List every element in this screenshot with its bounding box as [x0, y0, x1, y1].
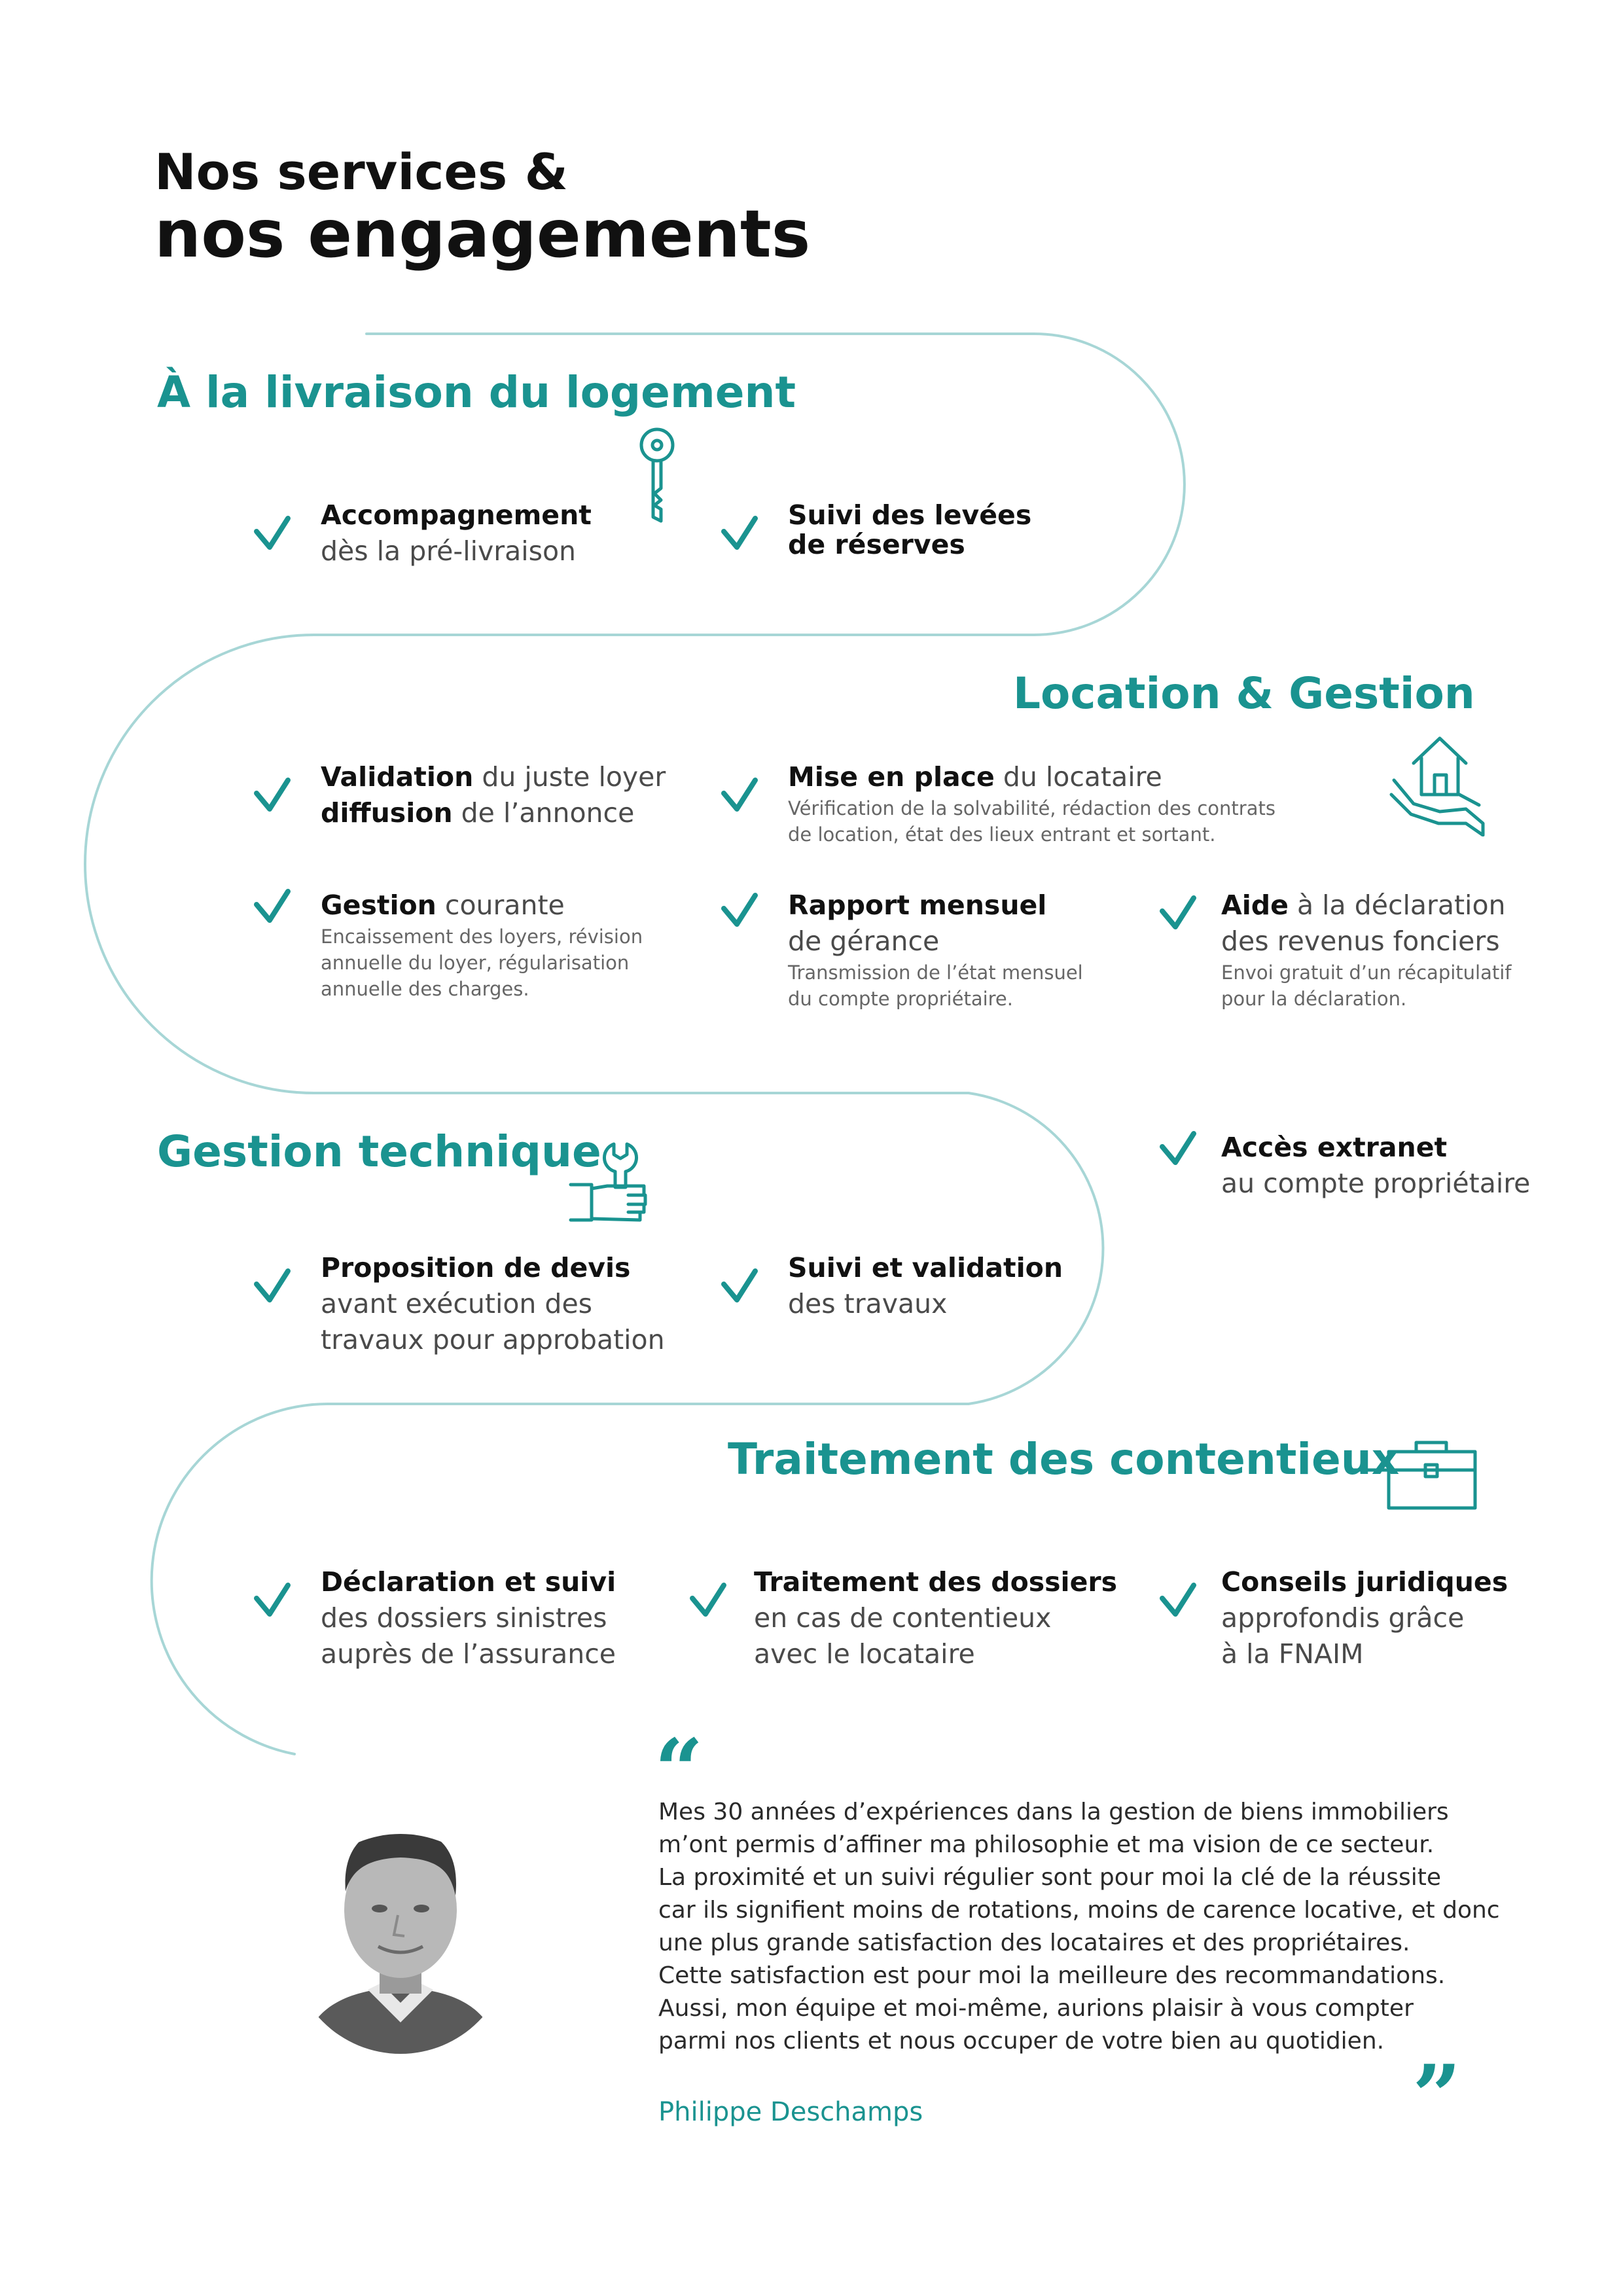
section-title-location: Location & Gestion: [1013, 668, 1475, 719]
checkmark-icon: [253, 888, 292, 927]
item-title: Accès extranet: [1221, 1132, 1448, 1163]
item-title: Traitement des dossiers: [754, 1566, 1118, 1598]
item-title: Mise en place: [788, 761, 995, 793]
testimonial-line: car ils signifient moins de rotations, moins de carence locative, et donc: [658, 1897, 1500, 1924]
testimonial-line: m’ont permis d’affiner ma philosophie et ma vision de ce secteur.: [658, 1831, 1435, 1858]
testimonial-line: Aussi, mon équipe et moi-même, aurions plaisir à vous compter: [658, 1995, 1414, 2022]
item-subtitle: à la FNAIM: [1221, 1638, 1364, 1670]
checkmark-icon: [1158, 894, 1198, 933]
item-subtitle: au compte propriétaire: [1221, 1168, 1531, 1199]
item-subtitle: de réserves: [788, 529, 965, 560]
item-detail: Vérification de la solvabilité, rédaction des contrats: [788, 797, 1275, 819]
item-title: Validation: [321, 761, 474, 793]
house-in-hand-icon: [1387, 732, 1486, 836]
item-subtitle: avec le locataire: [754, 1638, 975, 1670]
item-subtitle: auprès de l’assurance: [321, 1638, 616, 1670]
briefcase-icon: [1348, 1440, 1479, 1512]
item-detail: du compte propriétaire.: [788, 988, 1013, 1010]
checkmark-icon: [253, 1267, 292, 1306]
item-detail: Envoi gratuit d’un récapitulatif: [1221, 961, 1512, 984]
testimonial-line: Mes 30 années d’expériences dans la gestion de biens immobiliers: [658, 1799, 1449, 1825]
item-detail: annuelle des charges.: [321, 978, 529, 1000]
item-title: Conseils juridiques: [1221, 1566, 1508, 1598]
item-detail: Encaissement des loyers, révision: [321, 925, 643, 948]
item-detail: de location, état des lieux entrant et sortant.: [788, 823, 1216, 846]
item-title-rest: courante: [436, 889, 565, 921]
testimonial-line: Cette satisfaction est pour moi la meilleure des recommandations.: [658, 1962, 1446, 1989]
item-subtitle: dès la pré-livraison: [321, 535, 577, 567]
wrench-in-hand-icon: [568, 1139, 651, 1224]
checkmark-icon: [253, 776, 292, 816]
author-portrait: [296, 1793, 505, 2055]
testimonial-text: [658, 1796, 1509, 2058]
item-subtitle: des revenus fonciers: [1221, 925, 1500, 957]
item-detail: annuelle du loyer, régularisation: [321, 952, 630, 974]
item-subtitle: avant exécution des: [321, 1288, 593, 1319]
item-title-rest: du locataire: [994, 761, 1162, 793]
open-quote-mark: “: [654, 1720, 704, 1820]
item-subtitle: travaux pour approbation: [321, 1324, 665, 1355]
item-detail: Transmission de l’état mensuel: [788, 961, 1083, 984]
testimonial-line: La proximité et un suivi régulier sont pour moi la clé de la réussite: [658, 1864, 1441, 1891]
item-title: Proposition de devis: [321, 1252, 631, 1283]
item-title: Déclaration et suivi: [321, 1566, 616, 1598]
item-title-2-rest: de l’annonce: [452, 797, 635, 829]
item-subtitle: des dossiers sinistres: [321, 1602, 607, 1634]
item-subtitle: en cas de contentieux: [754, 1602, 1052, 1634]
checkmark-icon: [720, 776, 759, 816]
item-subtitle: de gérance: [788, 925, 940, 957]
item-detail: pour la déclaration.: [1221, 988, 1407, 1010]
checkmark-icon: [253, 1581, 292, 1621]
checkmark-icon: [720, 514, 759, 554]
page-title-line1: Nos services &: [154, 143, 568, 201]
item-title: Aide: [1221, 889, 1289, 921]
checkmark-icon: [688, 1581, 728, 1621]
item-subtitle: approfondis grâce: [1221, 1602, 1465, 1634]
key-icon: [633, 425, 681, 524]
checkmark-icon: [720, 891, 759, 931]
checkmark-icon: [720, 1267, 759, 1306]
item-subtitle: des travaux: [788, 1288, 948, 1319]
testimonial-line: parmi nos clients et nous occuper de votre bien au quotidien.: [658, 2028, 1385, 2054]
page-title: [154, 143, 811, 272]
item-title-rest: à la déclaration: [1288, 889, 1506, 921]
item-title: Rapport mensuel: [788, 889, 1047, 921]
item-title-rest: du juste loyer: [473, 761, 666, 793]
section-title-livraison: À la livraison du logement: [157, 367, 796, 418]
checkmark-icon: [253, 514, 292, 554]
item-title: Suivi des levées: [788, 499, 1032, 531]
section-title-technique: Gestion technique: [157, 1126, 601, 1177]
checkmark-icon: [1158, 1581, 1198, 1621]
item-title: Accompagnement: [321, 499, 592, 531]
item-title-2: diffusion: [321, 797, 453, 829]
page-title-line2: nos engagements: [154, 195, 811, 272]
section-title-contentieux: Traitement des contentieux: [728, 1434, 1400, 1484]
testimonial-author: Philippe Deschamps: [658, 2097, 923, 2127]
close-quote-mark: ”: [1412, 2046, 1461, 2146]
item-title: Gestion: [321, 889, 437, 921]
testimonial-line: une plus grande satisfaction des locataires et des propriétaires.: [658, 1929, 1410, 1956]
checkmark-icon: [1158, 1130, 1198, 1169]
item-title: Suivi et validation: [788, 1252, 1063, 1283]
